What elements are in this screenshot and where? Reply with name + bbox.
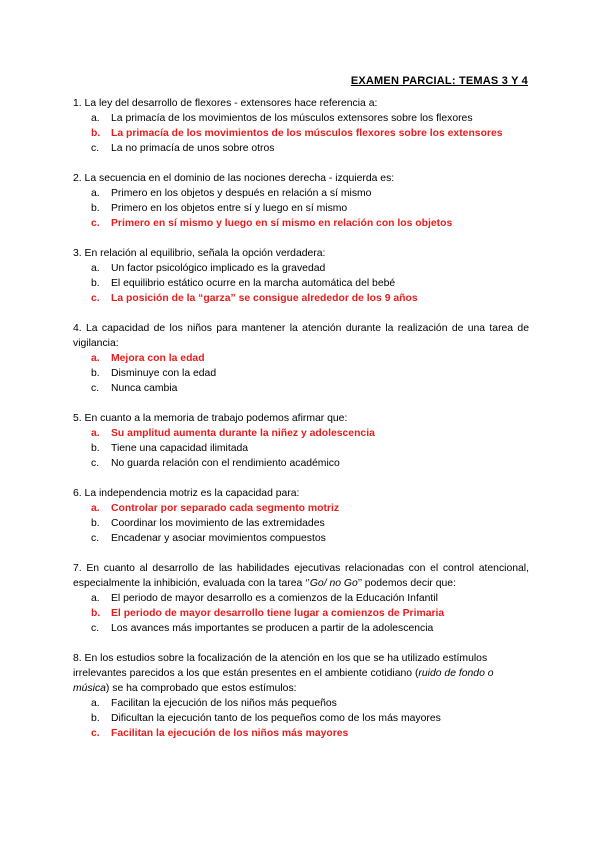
question-2 [73,171,529,231]
option-a: a. La primacía de los movimientos de los músculos extensores sobre los flexores [91,113,473,124]
option-text: Facilitan la ejecución de los niños más mayores [111,728,349,739]
question-text: 4. La capacidad de los niños para mantener la atención durante la realización de una tarea de vigilancia: [73,323,529,349]
option-text: Primero en los objetos y después en relación a sí mismo [111,188,372,199]
question-5 [73,411,529,471]
option-c: c. Primero en sí mismo y luego en sí mismo en relación con los objetos [91,218,453,229]
option-text: Un factor psicológico implicado es la gravedad [111,263,326,274]
options-list [73,696,529,741]
option-c: c. Facilitan la ejecución de los niños más mayores [91,728,349,739]
option-c: c. Encadenar y asociar movimientos compuestos [91,533,326,544]
options-list [73,591,529,636]
option-b: b. Dificultan la ejecución tanto de los pequeños como de los más mayores [91,713,441,724]
options-list [73,501,529,546]
question-text: 6. La independencia motriz es la capacidad para: [73,488,300,499]
option-a: a. Un factor psicológico implicado es la gravedad [91,263,326,274]
question-7 [73,561,529,636]
option-c: c. Nunca cambia [91,383,178,394]
option-text: Dificultan la ejecución tanto de los pequeños como de los más mayores [111,713,441,724]
exam-title: EXAMEN PARCIAL: TEMAS 3 Y 4 [350,75,528,87]
option-text: Disminuye con la edad [111,368,217,379]
options-list [73,261,529,306]
option-text: Encadenar y asociar movimientos compuestos [111,533,326,544]
option-b: b. Coordinar los movimiento de las extremidades [91,518,325,529]
option-b: b. Disminuye con la edad [91,368,217,379]
question-4 [73,321,529,396]
option-a: a. Controlar por separado cada segmento motriz [91,503,340,514]
question-text: 3. En relación al equilibrio, señala la opción verdadera: [73,248,326,259]
option-text: Facilitan la ejecución de los niños más pequeños [111,698,337,709]
question-6 [73,486,529,546]
option-text: No guarda relación con el rendimiento académico [111,458,340,469]
question-3 [73,246,529,306]
option-text: Coordinar los movimiento de las extremidades [111,518,325,529]
question-text: 8. En los estudios sobre la focalización de la atención en los que se ha utilizado estímulos irrelevantes parecidos a los que están presentes en el ambiente cotidiano (ruido de fondo o música) se ha comprobado que estos estímulos: [73,653,494,694]
options-list [73,351,529,396]
option-a: a. Facilitan la ejecución de los niños más pequeños [91,698,337,709]
option-text: La primacía de los movimientos de los músculos flexores sobre los extensores [111,128,503,139]
option-text: Mejora con la edad [111,353,205,364]
option-text: Controlar por separado cada segmento motriz [111,503,340,514]
question-text: 1. La ley del desarrollo de flexores - extensores hace referencia a: [73,98,378,109]
option-text: El periodo de mayor desarrollo tiene lugar a comienzos de Primaria [111,608,445,619]
option-text: Primero en los objetos entre sí y luego en sí mismo [111,203,348,214]
option-b: b. Tiene una capacidad ilimitada [91,443,249,454]
option-c: c. La no primacía de unos sobre otros [91,143,275,154]
option-a: a. Mejora con la edad [91,353,205,364]
question-text: 7. En cuanto al desarrollo de las habilidades ejecutivas relacionadas con el control atencional, especialmente la inhibición, evaluada con la tarea ‘’Go/ no Go’’ podemos decir que: [73,563,529,589]
option-text: Nunca cambia [111,383,178,394]
question-1 [73,96,529,156]
option-a: a. Primero en los objetos y después en relación a sí mismo [91,188,372,199]
option-text: La posición de la “garza” se consigue alrededor de los 9 años [111,293,418,304]
option-text: El periodo de mayor desarrollo es a comienzos de la Educación Infantil [111,593,438,604]
option-text: El equilibrio estático ocurre en la marcha automática del bebé [111,278,396,289]
option-b: b. La primacía de los movimientos de los músculos flexores sobre los extensores [91,128,503,139]
option-a: a. El periodo de mayor desarrollo es a comienzos de la Educación Infantil [91,593,438,604]
option-b: b. Primero en los objetos entre sí y luego en sí mismo [91,203,348,214]
question-list [73,96,529,756]
question-text: 5. En cuanto a la memoria de trabajo podemos afirmar que: [73,413,348,424]
option-c: c. La posición de la “garza” se consigue alrededor de los 9 años [91,293,418,304]
option-text: Tiene una capacidad ilimitada [111,443,249,454]
option-text: La primacía de los movimientos de los músculos extensores sobre los flexores [111,113,473,124]
option-b: b. El periodo de mayor desarrollo tiene lugar a comienzos de Primaria [91,608,445,619]
question-8 [73,651,529,741]
option-c: c. No guarda relación con el rendimiento académico [91,458,340,469]
options-list [73,426,529,471]
question-text: 2. La secuencia en el dominio de las nociones derecha - izquierda es: [73,173,395,184]
option-text: Los avances más importantes se producen a partir de la adolescencia [111,623,434,634]
option-text: Su amplitud aumenta durante la niñez y adolescencia [111,428,375,439]
option-text: La no primacía de unos sobre otros [111,143,275,154]
option-c: c. Los avances más importantes se producen a partir de la adolescencia [91,623,434,634]
options-list [73,111,529,156]
options-list [73,186,529,231]
option-text: Primero en sí mismo y luego en sí mismo en relación con los objetos [111,218,453,229]
option-a: a. Su amplitud aumenta durante la niñez y adolescencia [91,428,375,439]
option-b: b. El equilibrio estático ocurre en la marcha automática del bebé [91,278,396,289]
